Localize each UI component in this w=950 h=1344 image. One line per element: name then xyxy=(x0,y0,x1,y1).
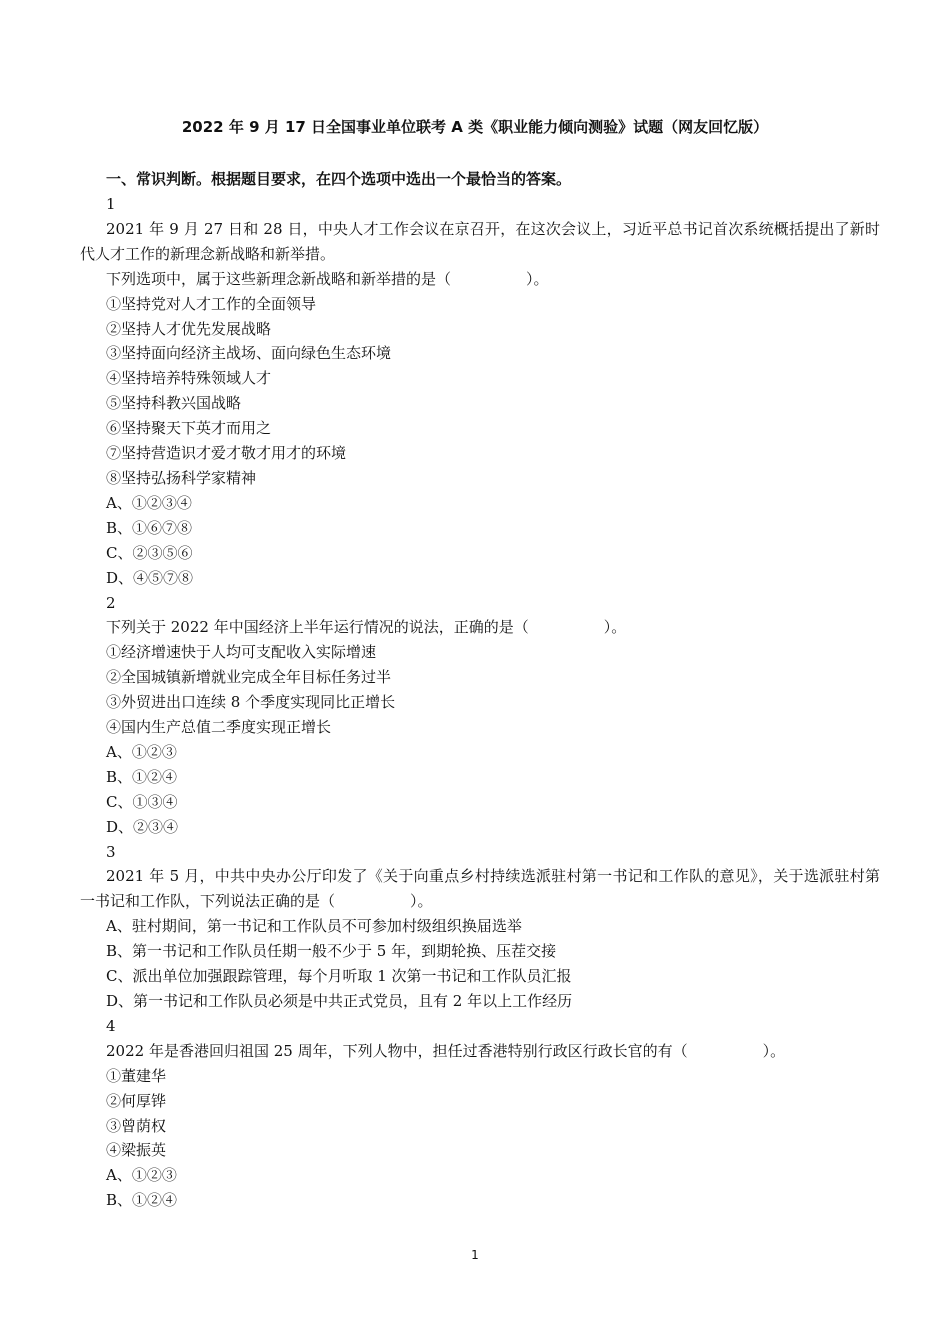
answer-option: B、第一书记和工作队员任期一般不少于 5 年，到期轮换、压茬交接 xyxy=(106,942,557,961)
statement-item: ②全国城镇新增就业完成全年目标任务过半 xyxy=(106,668,392,687)
statement-item: ⑧坚持弘扬科学家精神 xyxy=(106,468,257,487)
question-prompt: 2022 年是香港回归祖国 25 周年，下列人物中，担任过香港特别行政区行政长官的有（ ）。 xyxy=(106,1041,786,1060)
question-number: 3 xyxy=(106,842,116,861)
question-prompt: 下列关于 2022 年中国经济上半年运行情况的说法，正确的是（ ）。 xyxy=(106,618,627,637)
statement-item: ③曾荫权 xyxy=(106,1116,167,1135)
answer-option: B、①②④ xyxy=(106,1191,178,1210)
statement-item: ①经济增速快于人均可支配收入实际增速 xyxy=(106,643,377,662)
statement-item: ③外贸进出口连续 8 个季度实现同比正增长 xyxy=(106,693,396,712)
answer-option: A、①②③ xyxy=(106,742,177,761)
statement-item: ④梁振英 xyxy=(106,1141,167,1160)
answer-option: C、派出单位加强跟踪管理，每个月听取 1 次第一书记和工作队员汇报 xyxy=(106,967,572,986)
answer-option: B、①②④ xyxy=(106,767,178,786)
answer-option: D、④⑤⑦⑧ xyxy=(106,568,194,587)
section-heading: 一、常识判断。根据题目要求，在四个选项中选出一个最恰当的答案。 xyxy=(106,170,572,188)
question-number: 2 xyxy=(106,593,116,612)
statement-item: ③坚持面向经济主战场、面向绿色生态环境 xyxy=(106,344,392,363)
statement-item: ⑤坚持科教兴国战略 xyxy=(106,394,242,413)
statement-item: ⑥坚持聚天下英才而用之 xyxy=(106,419,272,438)
statement-item: ④坚持培养特殊领域人才 xyxy=(106,369,272,388)
page-number: 1 xyxy=(471,1248,479,1262)
answer-option: A、①②③④ xyxy=(106,493,192,512)
question-stem: 2021 年 5 月，中共中央办公厅印发了《关于向重点乡村持续选派驻村第一书记和工作队的意见》，关于选派驻村第一书记和工作队，下列说法正确的是（ ）。 xyxy=(80,867,880,911)
statement-item: ②坚持人才优先发展战略 xyxy=(106,319,272,338)
answer-option: A、驻村期间，第一书记和工作队员不可参加村级组织换届选举 xyxy=(106,917,522,936)
statement-item: ①董建华 xyxy=(106,1066,167,1085)
question-number: 4 xyxy=(106,1016,116,1035)
question-prompt: 下列选项中，属于这些新理念新战略和新举措的是（ ）。 xyxy=(106,269,549,288)
question-stem: 2021 年 9 月 27 日和 28 日，中央人才工作会议在京召开，在这次会议上，习近平总书记首次系统概括提出了新时代人才工作的新理念新战略和新举措。 xyxy=(80,219,880,263)
question-number: 1 xyxy=(106,195,116,213)
document-body xyxy=(80,167,880,1213)
answer-option: C、①③④ xyxy=(106,792,178,811)
answer-option: A、①②③ xyxy=(106,1166,177,1185)
statement-item: ①坚持党对人才工作的全面领导 xyxy=(106,294,317,313)
answer-option: C、②③⑤⑥ xyxy=(106,543,193,562)
statement-item: ⑦坚持营造识才爱才敬才用才的环境 xyxy=(106,444,347,463)
answer-option: B、①⑥⑦⑧ xyxy=(106,518,193,537)
document-title: 2022 年 9 月 17 日全国事业单位联考 A 类《职业能力倾向测验》试题（网友回忆版） xyxy=(181,118,769,136)
statement-item: ②何厚铧 xyxy=(106,1091,167,1110)
statement-item: ④国内生产总值二季度实现正增长 xyxy=(106,718,332,737)
answer-option: D、第一书记和工作队员必须是中共正式党员，且有 2 年以上工作经历 xyxy=(106,992,573,1010)
answer-option: D、②③④ xyxy=(106,817,179,836)
